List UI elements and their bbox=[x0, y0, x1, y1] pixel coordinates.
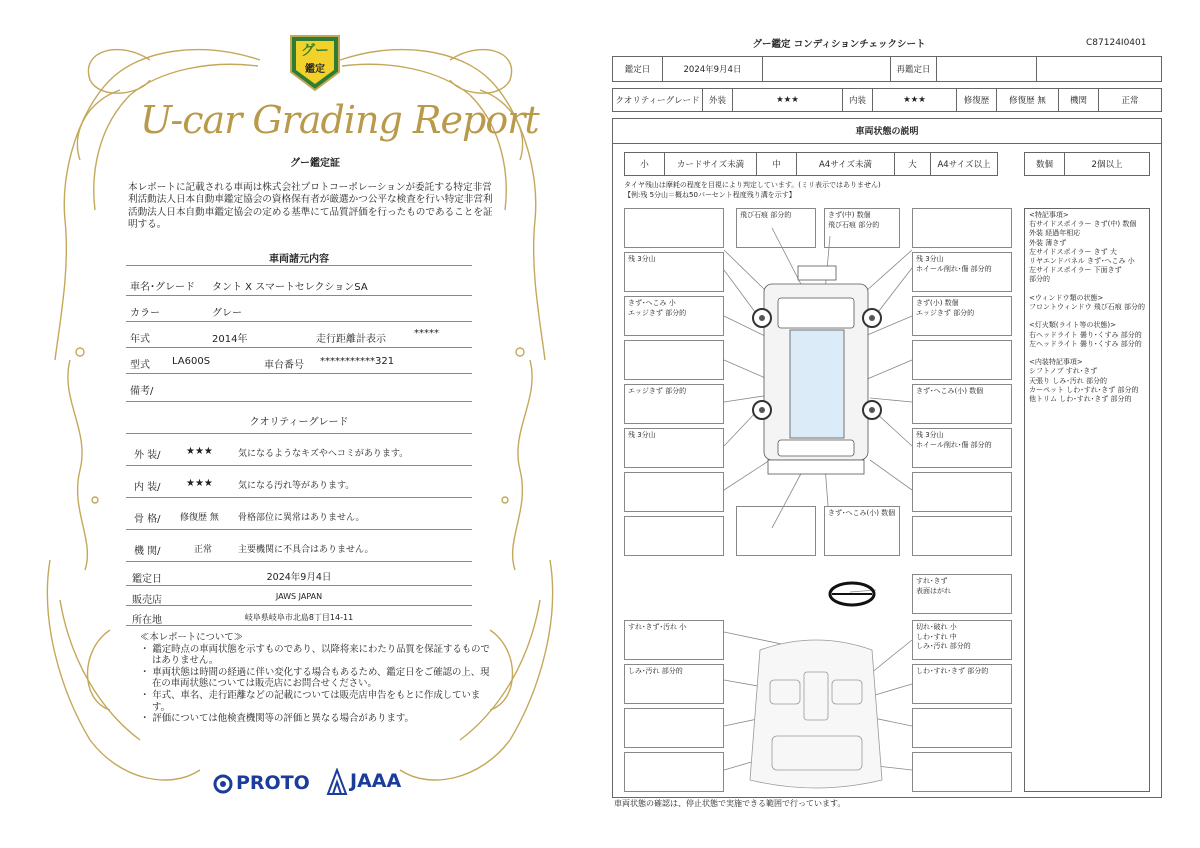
callout-int-left4 bbox=[624, 752, 724, 792]
frame-label: 骨 格/ bbox=[134, 514, 161, 525]
special-notes bbox=[1024, 208, 1150, 792]
special-note-line: 天張り しみ･汚れ 部分的 bbox=[1029, 376, 1107, 385]
quality-title: クオリティーグレード bbox=[249, 417, 349, 428]
special-note-line: <ウィンドウ類の状態> bbox=[1029, 293, 1104, 302]
callout-int-left2: しみ･汚れ 部分的 bbox=[624, 664, 724, 704]
special-note-line: 部分的 bbox=[1029, 275, 1050, 284]
special-note-line: 外装 経過年相応 bbox=[1029, 229, 1081, 238]
mileage-value: ***** bbox=[414, 328, 439, 339]
special-note-line: シフトノブ すれ･きず bbox=[1029, 367, 1098, 376]
callout-tire-fl: 残 3分山 bbox=[624, 252, 724, 292]
callout-rear-mid bbox=[736, 506, 816, 556]
color-label: カラー bbox=[130, 308, 160, 319]
int-stars: ★★★ bbox=[873, 89, 957, 111]
callout-right-rear: きず･へこみ(小) 数個 bbox=[912, 384, 1012, 424]
qg-label: クオリティーグレード bbox=[613, 89, 703, 111]
sheet-title: グー鑑定 コンディションチェックシート bbox=[752, 39, 926, 50]
chassis-value: ***********321 bbox=[320, 356, 395, 367]
size-small: 小 bbox=[625, 153, 665, 175]
interior-label: 内 装/ bbox=[134, 482, 161, 493]
callout-left-front: きず･へこみ 小 エッジきず 部分的 bbox=[624, 296, 724, 336]
int-label: 内装 bbox=[843, 89, 873, 111]
callout-right-front: きず(小) 数個 エッジきず 部分的 bbox=[912, 296, 1012, 336]
special-note-line: <灯火類(ライト等の状態)> bbox=[1029, 321, 1116, 330]
exterior-text: 気になるようなキズやヘコミがあります。 bbox=[238, 449, 409, 459]
callout-int-left1: すれ･きず･汚れ 小 bbox=[624, 620, 724, 660]
address-label: 所在地 bbox=[132, 615, 162, 626]
callout-tire-rl: 残 3分山 bbox=[624, 428, 724, 468]
callout-front-top-mid: 飛び石痕 部分的 bbox=[736, 208, 816, 248]
jaaa-logo-icon bbox=[326, 768, 348, 796]
date-value: 2024年9月4日 bbox=[266, 572, 332, 583]
address-value: 岐阜県岐阜市北島8丁目14-11 bbox=[244, 613, 354, 622]
engine-value: 正常 bbox=[194, 545, 213, 555]
callout-right-mid bbox=[912, 340, 1012, 380]
mileage-label: 走行距離計表示 bbox=[316, 334, 386, 345]
remarks-row bbox=[126, 378, 472, 402]
engine-label: 機 関/ bbox=[134, 546, 161, 557]
jaaa-logo: JAAA bbox=[350, 770, 402, 792]
special-note-line: 他トリム しわ･すれ･きず 部分的 bbox=[1029, 395, 1132, 404]
engine-value: 正常 bbox=[1121, 96, 1139, 106]
ext-stars: ★★★ bbox=[733, 89, 843, 111]
callout-rear-bottom: きず･へこみ(小) 数個 bbox=[824, 506, 900, 556]
sheet-id: C87124I0401 bbox=[1086, 38, 1147, 48]
callout-int-right3 bbox=[912, 708, 1012, 748]
report-notes bbox=[140, 632, 490, 725]
callout-int-left3 bbox=[624, 708, 724, 748]
repair-label: 修復歴 bbox=[957, 89, 997, 111]
type-label: 型式 bbox=[130, 360, 150, 371]
size-mid: 中 bbox=[757, 153, 797, 175]
count-label: 数個 bbox=[1025, 153, 1065, 175]
callout-int-right2: しわ･すれ･きず 部分的 bbox=[912, 664, 1012, 704]
badge-bottom-text: 鑑定 bbox=[305, 64, 325, 75]
dealer-value: JAWS JAPAN bbox=[275, 592, 323, 601]
exterior-row bbox=[126, 440, 472, 466]
note-item: ・ 鑑定時点の車両状態を示すものであり、以降将来にわたり品質を保証するものではありません。 bbox=[140, 643, 490, 667]
special-note-line: 右サイドスポイラー きず(中) 数個 bbox=[1029, 220, 1137, 229]
exterior-stars: ★★★ bbox=[186, 446, 213, 457]
cert-title: グー鑑定証 bbox=[290, 158, 340, 169]
frame-text: 骨格部位に異常はありません。 bbox=[238, 513, 365, 523]
note-item: ・ 車両状態は時間の経過に伴い変化する場合もあるため、鑑定日をご確認の上、現在の車両状態については販売店にお問合せください。 bbox=[140, 666, 490, 690]
special-note-line: リヤエンドパネル きず･へこみ 小 bbox=[1029, 257, 1135, 266]
date-label: 鑑定日 bbox=[132, 574, 162, 585]
cert-body: 本レポートに記載される車両は株式会社プロトコーポレーションが委託する特定非営利活動法人日本自動車鑑定協会の資格保有者が厳選かつ公平な検査を行い特定非営利活動法人日本自動車鑑定協会の定める基準にて品質評価を行ったものであることを証明する。 bbox=[128, 182, 493, 231]
repair-value: 修復歴 無 bbox=[997, 89, 1059, 111]
dealer-row bbox=[126, 588, 472, 606]
type-value: LA600S bbox=[172, 356, 211, 367]
special-note-line: 左ヘッドライト 曇り･くすみ 部分的 bbox=[1029, 339, 1142, 348]
interior-stars: ★★★ bbox=[186, 478, 213, 489]
color-row bbox=[126, 300, 472, 322]
year-value: 2014年 bbox=[212, 334, 248, 345]
callout-left-mid bbox=[624, 340, 724, 380]
year-label: 年式 bbox=[130, 334, 150, 345]
count-desc: 2個以上 bbox=[1091, 160, 1123, 170]
special-note-line bbox=[1029, 285, 1145, 294]
note-item: ・ 評価については他検査機関等の評価と異なる場合があります。 bbox=[140, 713, 414, 725]
callout-tire-rr: 残 3分山 ホイール削れ･傷 部分的 bbox=[912, 428, 1012, 468]
proto-logo-icon bbox=[212, 772, 236, 796]
callout-int-right4 bbox=[912, 752, 1012, 792]
proto-logo: PROTO bbox=[236, 772, 310, 794]
callout-right-bottom bbox=[912, 472, 1012, 512]
condition-title: 車両状態の説明 bbox=[612, 118, 1162, 144]
badge-top-text: グー bbox=[301, 43, 329, 59]
callout-front-top-right: きず(中) 数個 飛び石痕 部分的 bbox=[824, 208, 900, 248]
size-large-desc: A4サイズ以上 bbox=[937, 160, 991, 170]
frame-row bbox=[126, 504, 472, 530]
special-note-line: フロントウィンドウ 飛び石痕 部分的 bbox=[1029, 303, 1146, 312]
special-note-line: カーペット しわ･すれ･きず 部分的 bbox=[1029, 385, 1139, 394]
address-row bbox=[126, 608, 472, 626]
note-item: ・ 年式、車名、走行距離などの記載については販売店申告をもとに作成しています。 bbox=[140, 689, 481, 713]
callout-front-left-top bbox=[624, 208, 724, 248]
script-title: U-car Grading Report bbox=[140, 98, 539, 142]
notes-title: ≪本レポートについて≫ bbox=[140, 632, 243, 643]
dealer-label: 販売店 bbox=[132, 595, 162, 606]
special-note-line: <内装特記事項> bbox=[1029, 358, 1083, 367]
callout-left-rear: エッジきず 部分的 bbox=[624, 384, 724, 424]
special-notes-list bbox=[1029, 211, 1145, 404]
callout-rear-left bbox=[624, 516, 724, 556]
tire-note-1: タイヤ残山は摩耗の程度を目視により判定しています。(ミリ表示ではありません) bbox=[624, 181, 881, 189]
size-mid-desc: A4サイズ未満 bbox=[797, 153, 895, 175]
callout-tire-fr: 残 3分山 ホイール削れ･傷 部分的 bbox=[912, 252, 1012, 292]
size-small-desc: カードサイズ未満 bbox=[665, 153, 757, 175]
interior-row bbox=[126, 472, 472, 498]
special-note-line: 外装 薄きず bbox=[1029, 238, 1067, 247]
model-label: 車名･グレード bbox=[130, 282, 195, 293]
date-row bbox=[126, 566, 472, 586]
size-large: 大 bbox=[895, 153, 931, 175]
model-row bbox=[126, 274, 472, 296]
model-value: タント X スマートセレクションSA bbox=[212, 282, 368, 293]
type-row bbox=[126, 352, 472, 374]
callout-left-bottom bbox=[624, 472, 724, 512]
color-value: グレー bbox=[212, 308, 242, 319]
ext-label: 外装 bbox=[703, 89, 733, 111]
special-note-line: <特記事項> bbox=[1029, 211, 1069, 219]
callout-front-right-top bbox=[912, 208, 1012, 248]
condition-check-sheet bbox=[600, 0, 1200, 848]
engine-row bbox=[126, 536, 472, 562]
frame-value: 修復歴 無 bbox=[180, 513, 219, 523]
callout-steering: すれ･きず 表面はがれ bbox=[912, 574, 1012, 614]
tire-note-2: 【例:残 5分山＝概ね50パーセント程度残り溝を示す】 bbox=[624, 191, 796, 199]
date-label: 鑑定日 bbox=[613, 57, 663, 81]
sheet-footer: 車両状態の確認は、停止状態で実施できる範囲で行っています。 bbox=[614, 799, 846, 808]
quality-title-row bbox=[126, 408, 472, 434]
specs-title: 車両諸元内容 bbox=[269, 254, 329, 265]
callout-rear-right bbox=[912, 516, 1012, 556]
specs-title-row bbox=[126, 248, 472, 266]
engine-text: 主要機関に不具合はありません。 bbox=[238, 545, 374, 555]
special-note-line: 左サイドスポイラー きず 大 bbox=[1029, 247, 1117, 256]
interior-text: 気になる汚れ等があります。 bbox=[238, 481, 355, 491]
special-note-line: 左サイドスポイラー 下面きず bbox=[1029, 266, 1122, 275]
remarks-label: 備考/ bbox=[130, 386, 154, 397]
date-value: 2024年9月4日 bbox=[663, 57, 763, 81]
year-row bbox=[126, 326, 472, 348]
callout-int-right1: 切れ･破れ 小 しわ･すれ 中 しみ･汚れ 部分的 bbox=[912, 620, 1012, 660]
exterior-label: 外 装/ bbox=[134, 450, 161, 461]
special-note-line bbox=[1029, 349, 1145, 358]
chassis-label: 車台番号 bbox=[264, 360, 304, 371]
special-note-line: 右ヘッドライト 曇り･くすみ 部分的 bbox=[1029, 330, 1142, 339]
redate-label: 再鑑定日 bbox=[891, 57, 937, 81]
engine-label: 機関 bbox=[1059, 89, 1099, 111]
